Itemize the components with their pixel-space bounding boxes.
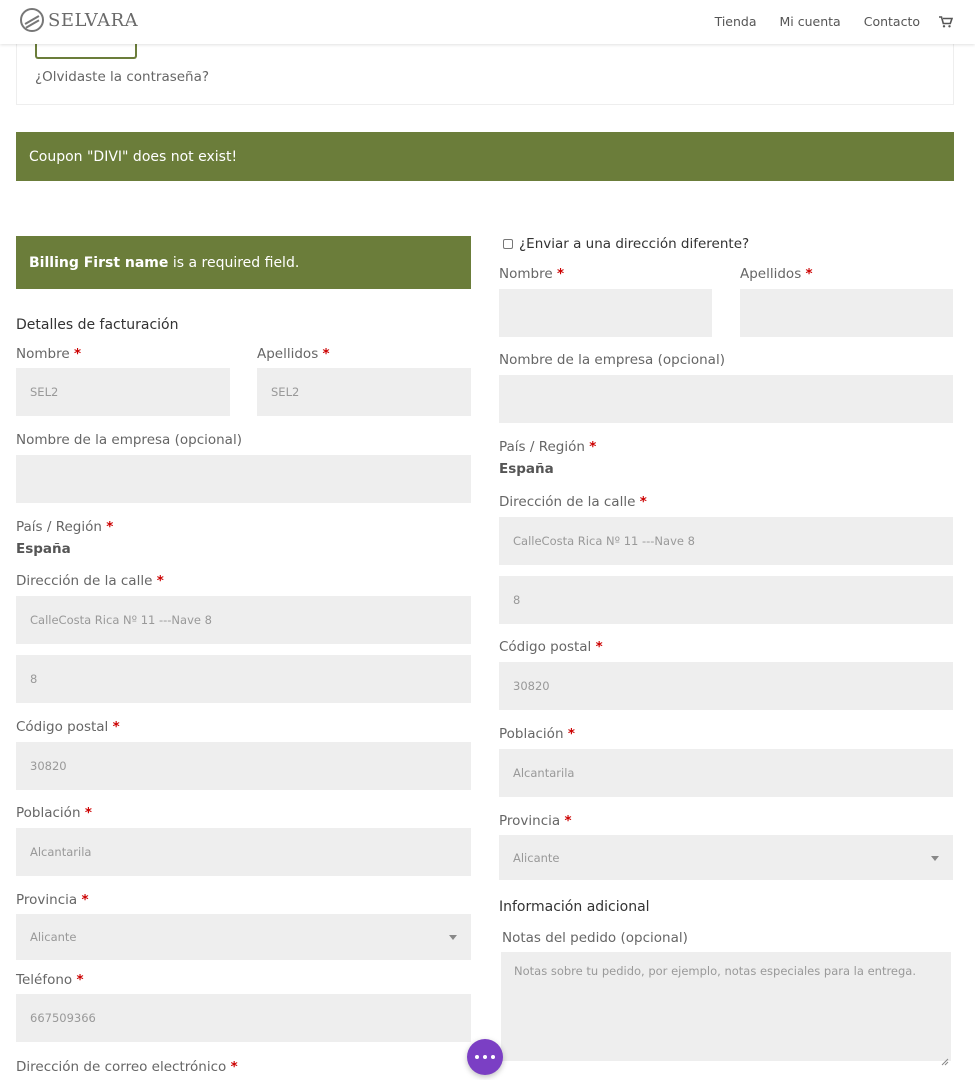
logo[interactable] xyxy=(20,8,138,32)
dot-icon xyxy=(475,1055,479,1059)
cart-icon[interactable] xyxy=(939,16,953,28)
nav-item-mi-cuenta[interactable]: Mi cuenta xyxy=(779,14,841,29)
coupon-error-text: Coupon "DIVI" does not exist! xyxy=(29,148,238,165)
shipping-street2-input[interactable] xyxy=(499,576,953,624)
coupon-error-notice xyxy=(16,132,954,181)
billing-email-label: Dirección de correo electrónico * xyxy=(16,1059,238,1075)
more-options-button[interactable] xyxy=(467,1039,503,1075)
shipping-company-label: Nombre de la empresa (opcional) xyxy=(499,352,725,368)
shipping-street-label: Dirección de la calle * xyxy=(499,494,647,510)
billing-state-label: Provincia * xyxy=(16,892,89,908)
shipping-state-value: Alicante xyxy=(513,850,560,865)
dot-icon xyxy=(483,1055,487,1059)
shipping-state-label: Provincia * xyxy=(499,813,572,829)
billing-postcode-input[interactable] xyxy=(16,742,471,790)
billing-last-name-label: Apellidos * xyxy=(257,346,330,362)
shipping-city-label: Población * xyxy=(499,726,575,742)
shipping-first-name-input[interactable] xyxy=(499,289,712,337)
logo-mark-icon xyxy=(20,8,44,32)
billing-first-name-label: Nombre * xyxy=(16,346,81,362)
billing-phone-input[interactable] xyxy=(16,994,471,1042)
billing-company-label: Nombre de la empresa (opcional) xyxy=(16,432,242,448)
shipping-postcode-input[interactable] xyxy=(499,662,953,710)
site-header xyxy=(0,0,975,44)
shipping-city-input[interactable] xyxy=(499,749,953,797)
order-notes-label: Notas del pedido (opcional) xyxy=(502,930,688,946)
billing-postcode-label: Código postal * xyxy=(16,719,120,735)
main-nav xyxy=(692,14,953,29)
additional-info-heading: Información adicional xyxy=(499,899,650,915)
shipping-first-name-label: Nombre * xyxy=(499,266,564,282)
billing-city-input[interactable] xyxy=(16,828,471,876)
billing-state-select[interactable] xyxy=(16,914,471,960)
shipping-country-value: España xyxy=(499,461,554,477)
logo-text: SELVARA xyxy=(48,9,139,31)
billing-error-notice xyxy=(16,236,471,289)
billing-street2-input[interactable] xyxy=(16,655,471,703)
billing-heading: Detalles de facturación xyxy=(16,317,179,333)
billing-country-value: España xyxy=(16,541,71,557)
chevron-down-icon xyxy=(931,856,939,861)
shipping-country-label: País / Región * xyxy=(499,439,597,455)
billing-street-label: Dirección de la calle * xyxy=(16,573,164,589)
shipping-postcode-label: Código postal * xyxy=(499,639,603,655)
billing-company-input[interactable] xyxy=(16,455,471,503)
resize-handle-icon[interactable] xyxy=(941,1051,949,1059)
billing-country-label: País / Región * xyxy=(16,519,114,535)
billing-phone-label: Teléfono * xyxy=(16,972,84,988)
shipping-street-input[interactable] xyxy=(499,517,953,565)
order-notes-textarea[interactable] xyxy=(501,952,951,1061)
shipping-last-name-label: Apellidos * xyxy=(740,266,813,282)
shipping-state-select[interactable] xyxy=(499,835,953,880)
shipping-last-name-input[interactable] xyxy=(740,289,953,337)
nav-item-contacto[interactable]: Contacto xyxy=(863,14,920,29)
ship-different-label[interactable]: ¿Enviar a una dirección diferente? xyxy=(519,236,750,252)
chevron-down-icon xyxy=(449,935,457,940)
billing-error-message: is a required field. xyxy=(168,254,300,271)
billing-street-input[interactable] xyxy=(16,596,471,644)
ship-different-checkbox[interactable] xyxy=(503,239,513,249)
shipping-company-input[interactable] xyxy=(499,375,953,423)
billing-city-label: Población * xyxy=(16,805,92,821)
billing-last-name-input[interactable] xyxy=(257,368,471,416)
billing-error-field: Billing First name xyxy=(29,254,169,271)
nav-item-tienda[interactable]: Tienda xyxy=(714,14,757,29)
forgot-password-link[interactable]: ¿Olvidaste la contraseña? xyxy=(35,69,210,85)
billing-state-value: Alicante xyxy=(30,930,77,944)
billing-first-name-input[interactable] xyxy=(16,368,230,416)
dot-icon xyxy=(491,1055,495,1059)
